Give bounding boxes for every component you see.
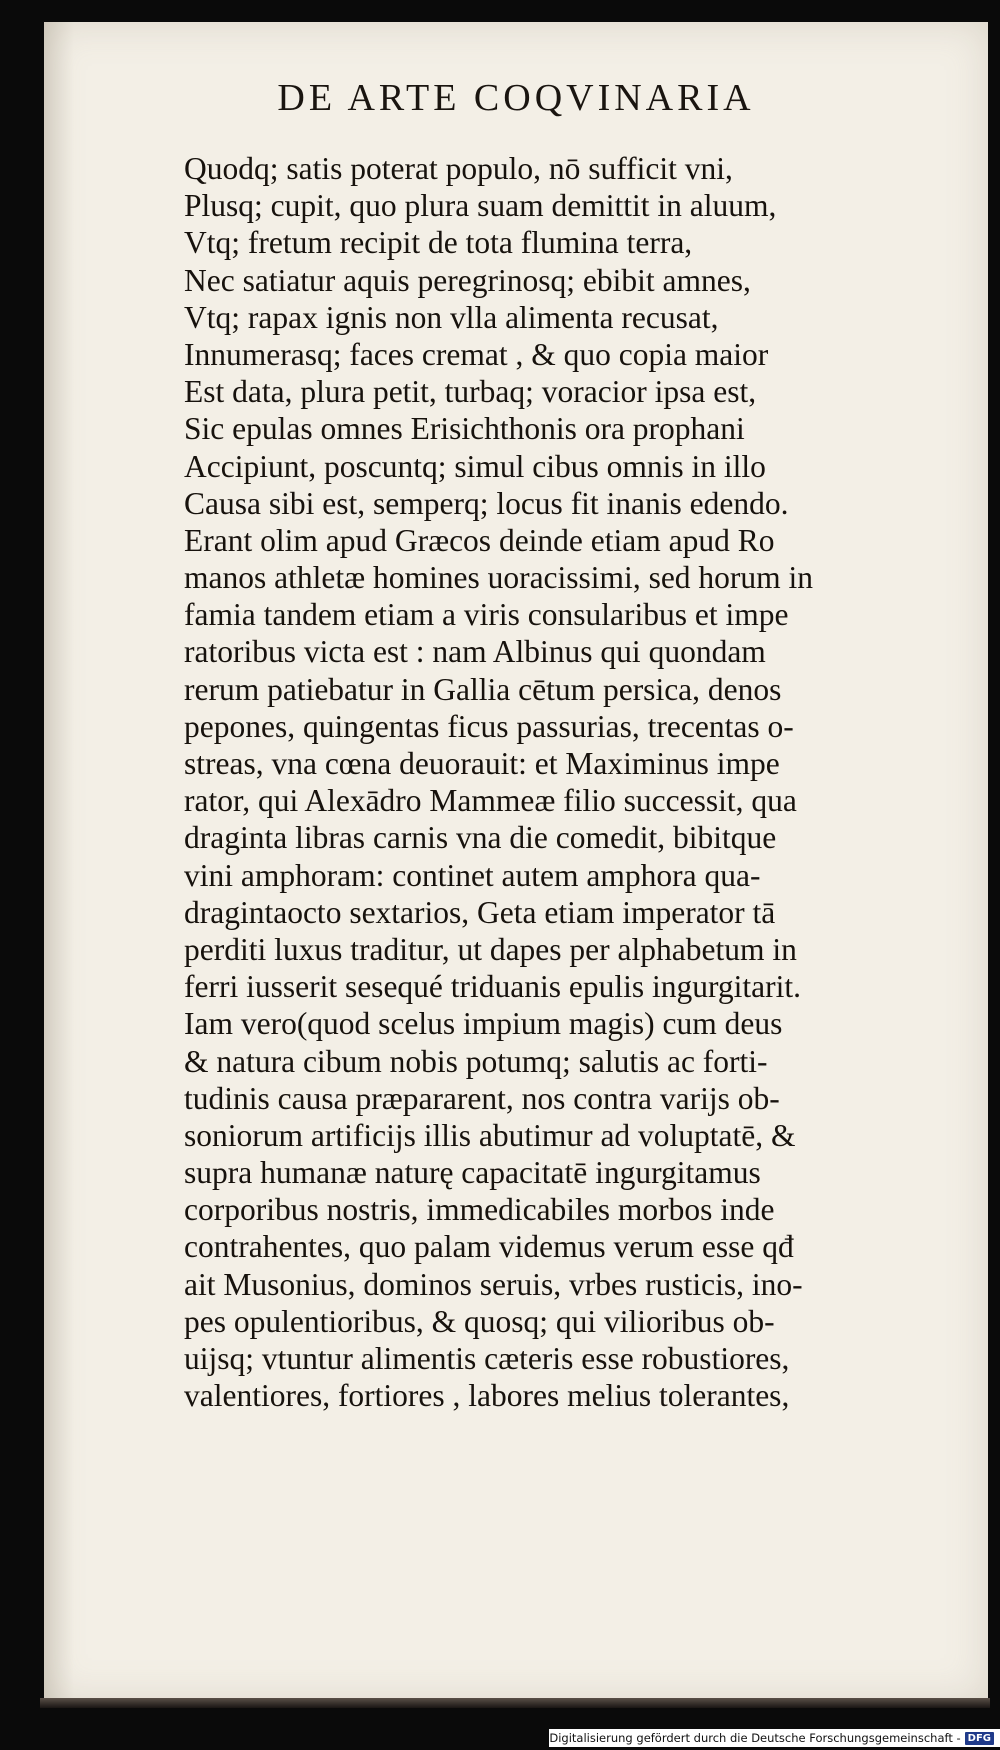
text-line: vini amphoram: continet autem amphora qua- bbox=[184, 857, 761, 893]
text-line: Causa sibi est, semperq; locus fit inanis edendo. bbox=[184, 485, 789, 521]
text-line: ferri iusserit sesequé triduanis epulis ingurgitarit. bbox=[184, 969, 802, 1005]
text-line: Accipiunt, poscuntq; simul cibus omnis in illo bbox=[184, 448, 766, 484]
text-line: supra humanæ naturę capacitatē ingurgitamus bbox=[184, 1155, 761, 1191]
digitization-credit bbox=[549, 1729, 1000, 1747]
dfg-logo-icon: DFG bbox=[965, 1732, 994, 1745]
text-line: Est data, plura petit, turbaq; voracior ipsa est, bbox=[184, 374, 757, 410]
text-line: Innumerasq; faces cremat , & quo copia maior bbox=[184, 336, 769, 372]
text-line: Vtq; rapax ignis non vlla alimenta recusat, bbox=[184, 299, 719, 335]
text-line: dragintaocto sextarios, Geta etiam imperator tā bbox=[184, 894, 776, 930]
text-line: perditi luxus traditur, ut dapes per alphabetum in bbox=[184, 931, 797, 967]
text-line: Iam vero(quod scelus impium magis) cum deus bbox=[184, 1006, 783, 1042]
text-line: valentiores, fortiores , labores melius tolerantes, bbox=[184, 1378, 790, 1414]
page-edge bbox=[40, 1698, 990, 1708]
text-line: Plusq; cupit, quo plura suam demittit in aluum, bbox=[184, 188, 777, 224]
text-line: ratoribus victa est : nam Albinus qui quondam bbox=[184, 634, 766, 670]
credit-text: Digitalisierung gefördert durch die Deutsche Forschungsgemeinschaft - bbox=[549, 1731, 961, 1745]
text-line: Nec satiatur aquis peregrinosq; ebibit amnes, bbox=[184, 262, 751, 298]
text-line: ait Musonius, dominos seruis, vrbes rusticis, ino- bbox=[184, 1266, 803, 1302]
text-line: Quodq; satis poterat populo, nō sufficit vni, bbox=[184, 151, 733, 186]
text-line: Vtq; fretum recipit de tota flumina terra, bbox=[184, 225, 693, 261]
text-line: streas, vna cœna deuorauit: et Maximinus impe bbox=[184, 746, 780, 781]
text-line: rator, qui Alexādro Mammeæ filio successit, qua bbox=[184, 783, 797, 819]
body-text bbox=[184, 150, 1000, 1414]
text-line: Erant olim apud Græcos deinde etiam apud Ro bbox=[184, 522, 775, 558]
text-line: famia tandem etiam a viris consularibus et impe bbox=[184, 597, 789, 633]
text-line: draginta libras carnis vna die comedit, bibitque bbox=[184, 820, 777, 856]
text-line: soniorum artificijs illis abutimur ad voluptatē, & bbox=[184, 1117, 796, 1153]
text-line: pepones, quingentas ficus passurias, trecentas o- bbox=[184, 708, 794, 744]
running-head: DE ARTE COQVINARIA bbox=[277, 77, 755, 119]
book-page bbox=[44, 22, 988, 1702]
text-line: rerum patiebatur in Gallia cētum persica, denos bbox=[184, 671, 782, 707]
text-line: contrahentes, quo palam videmus verum esse qđ bbox=[184, 1229, 794, 1265]
text-line: manos athletæ homines uoracissimi, sed horum in bbox=[184, 560, 814, 596]
text-line: corporibus nostris, immedicabiles morbos inde bbox=[184, 1192, 775, 1228]
text-line: Sic epulas omnes Erisichthonis ora prophani bbox=[184, 411, 745, 447]
text-line: & natura cibum nobis potumq; salutis ac forti- bbox=[184, 1043, 768, 1079]
text-line: tudinis causa præpararent, nos contra varijs ob- bbox=[184, 1080, 780, 1116]
text-line: uijsq; vtuntur alimentis cæteris esse robustiores, bbox=[184, 1341, 790, 1376]
text-line: pes opulentioribus, & quosq; qui vilioribus ob- bbox=[184, 1303, 775, 1339]
